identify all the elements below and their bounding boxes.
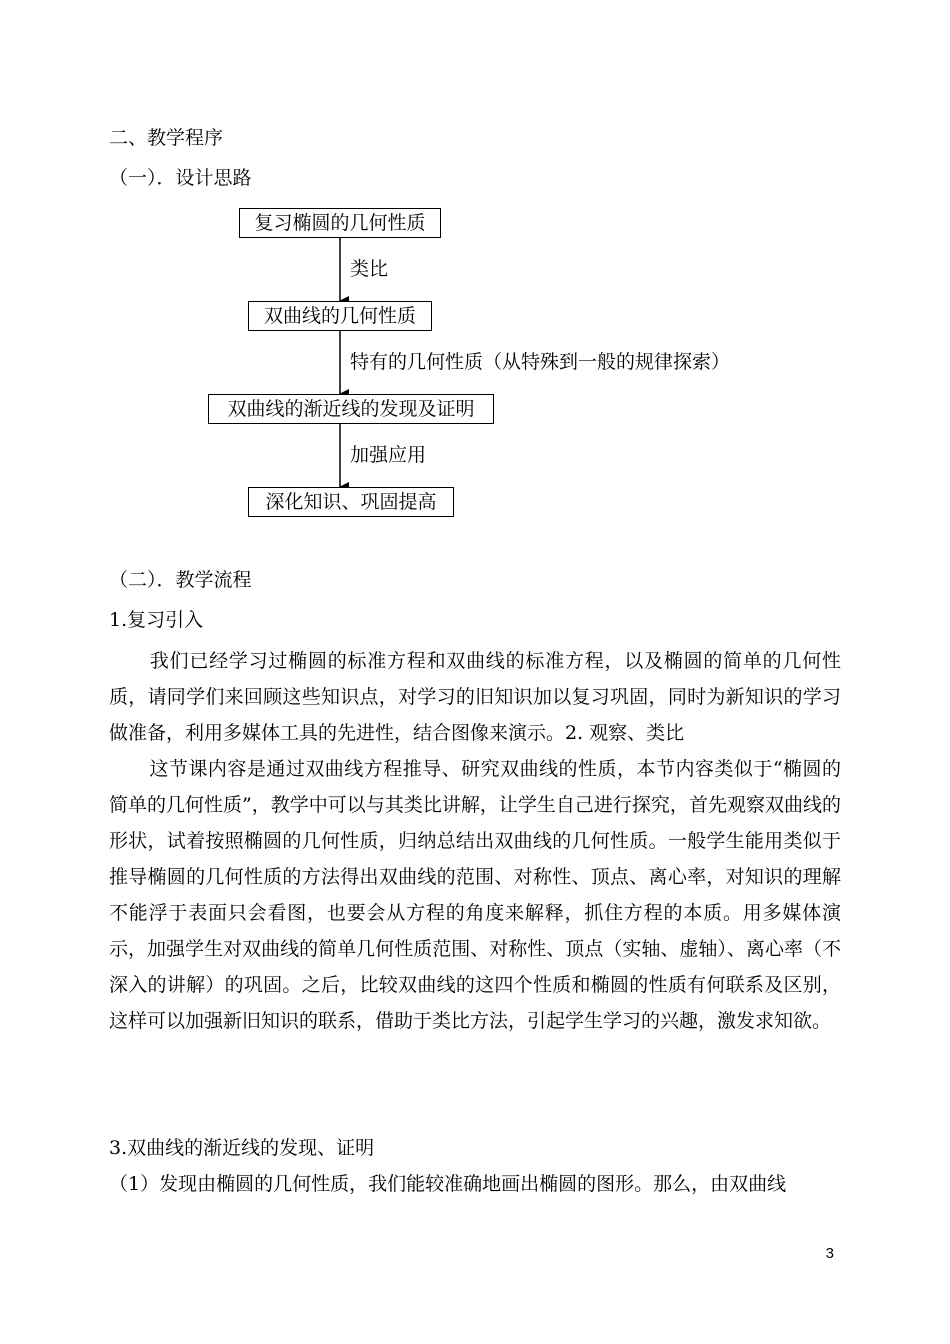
flow-label-special-properties: 特有的几何性质（从特殊到一般的规律探索） [350, 351, 731, 373]
flow-box-hyperbola-properties: 双曲线的几何性质 [248, 301, 432, 331]
paragraph-observe-text: 这节课内容是通过双曲线方程推导、研究双曲线的性质，本节内容类似于“椭圆的简单的几何性质”，教学中可以与其类比讲解，让学生自己进行探究，首先观察双曲线的形状，试着按照椭圆的几何性质，归纳总结出双曲线的几何性质。一般学生能用类似于推导椭圆的几何性质的方法得出双曲线的范围、对称性、顶点、离心率，对知识的理解不能浮于表面只会看图，也要会从方程的角度来解释，抓住方程的本质。用多媒体演示，加强学生对双曲线的简单几何性质范围、对称性、顶点（实轴、虚轴）、离心率（不深入的讲解）的巩固。之后，比较双曲线的这四个性质和椭圆的性质有何联系及区别，这样可以加强新旧知识的联系，借助于类比方法，引起学生学习的兴趣，激发求知欲。 [109, 758, 841, 1032]
page-number: 3 [825, 1245, 834, 1262]
flowchart-arrows [0, 0, 950, 560]
item-3-sub-1: （1）发现由椭圆的几何性质，我们能较准确地画出椭圆的图形。那么，由双曲线 [109, 1173, 787, 1195]
paragraph-review [109, 643, 841, 751]
flow-box-review-ellipse: 复习椭圆的几何性质 [239, 208, 441, 238]
section-heading: 二、教学程序 [109, 127, 224, 149]
subsection-design-heading: （一）．设计思路 [109, 167, 252, 189]
flow-label-application: 加强应用 [350, 444, 427, 466]
subsection-flow-heading: （二）．教学流程 [109, 569, 252, 591]
paragraph-observe-analogy [109, 751, 841, 1039]
paragraph-review-text: 我们已经学习过椭圆的标准方程和双曲线的标准方程，以及椭圆的简单的几何性质，请同学们来回顾这些知识点，对学习的旧知识加以复习巩固，同时为新知识的学习做准备，利用多媒体工具的先进性，结合图像来演示。2. 观察、类比 [109, 650, 841, 744]
flow-box-deepen-knowledge: 深化知识、巩固提高 [248, 487, 454, 517]
flow-box-asymptote-discovery: 双曲线的渐近线的发现及证明 [208, 394, 494, 424]
item-3-heading: 3.双曲线的渐近线的发现、证明 [109, 1137, 375, 1159]
flow-label-analogy: 类比 [350, 258, 389, 280]
item-1-heading: 1.复习引入 [109, 609, 204, 631]
